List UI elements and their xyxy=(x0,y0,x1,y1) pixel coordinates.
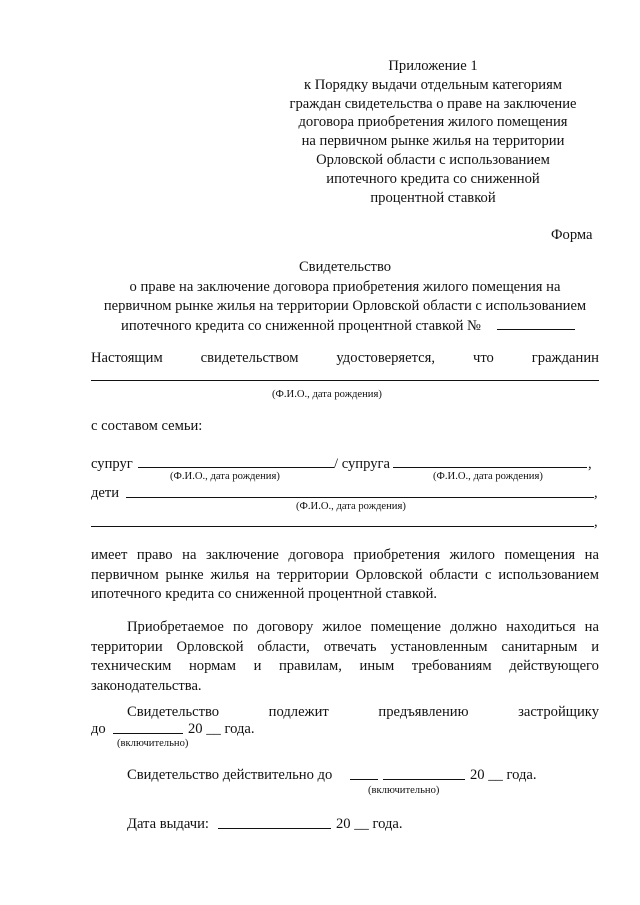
para-word: использованием xyxy=(498,566,599,583)
para-word: договора xyxy=(288,547,344,563)
para-word: и xyxy=(253,658,262,675)
children-hint: (Ф.И.О., дата рождения) xyxy=(296,501,406,512)
citizen-name-field[interactable] xyxy=(91,380,599,381)
para-word: Орловской xyxy=(176,638,244,655)
validity-month-field[interactable] xyxy=(383,779,465,780)
para-word: на xyxy=(584,619,599,635)
children-field[interactable] xyxy=(126,497,594,498)
para-word: предъявлению xyxy=(378,704,469,720)
para-word: области xyxy=(429,566,479,583)
para-word: нормам xyxy=(188,658,236,675)
certify-line xyxy=(91,349,599,369)
para-word: техническим xyxy=(91,658,172,675)
comma: , xyxy=(594,485,598,501)
para-word: с xyxy=(485,566,492,583)
presentation-line xyxy=(127,703,599,723)
certificate-number-field[interactable] xyxy=(497,329,575,330)
para-word: установленным xyxy=(390,638,488,655)
certify-word: гражданин xyxy=(531,350,599,366)
para-word: находиться xyxy=(506,619,576,635)
para-word: право xyxy=(136,547,173,563)
validity-day-field[interactable] xyxy=(350,779,378,780)
para-word: Приобретаемое xyxy=(127,619,224,635)
title-line: первичном рынке жилья на территории Орловской области с использованием xyxy=(103,298,587,314)
validity-year: 20 __ года. xyxy=(470,767,537,783)
para-word: имеет xyxy=(91,547,128,563)
appendix-line: граждан свидетельства о праве на заключение xyxy=(289,95,577,112)
presentation-hint: (включительно) xyxy=(117,738,189,749)
para-word: жилого xyxy=(449,547,495,563)
appendix-line: Приложение 1 xyxy=(388,58,478,74)
para-word: жилья xyxy=(210,566,250,583)
para-word: рынке xyxy=(165,566,204,583)
para-word: приобретения xyxy=(353,547,441,563)
para-word: и xyxy=(591,638,599,655)
para-line: ипотечного кредита со сниженной процентной ставкой. xyxy=(91,586,438,603)
spouse-f-hint: (Ф.И.О., дата рождения) xyxy=(433,471,543,482)
right-paragraph xyxy=(91,546,599,605)
children-label: дети xyxy=(91,485,120,501)
spouse-m-hint: (Ф.И.О., дата рождения) xyxy=(170,471,280,482)
certify-word: что xyxy=(472,350,494,366)
appendix-line: договора приобретения жилого помещения xyxy=(298,114,568,131)
para-word: договору xyxy=(257,619,314,635)
validity-hint: (включительно) xyxy=(368,785,440,796)
para-word: на xyxy=(255,566,271,583)
certify-word: удостоверяется, xyxy=(336,350,436,366)
comma: , xyxy=(588,456,592,472)
para-word: помещение xyxy=(370,619,441,635)
para-word: первичном xyxy=(91,566,159,583)
title-heading: Свидетельство xyxy=(298,259,392,275)
issue-date-field[interactable] xyxy=(218,828,331,829)
para-word: помещения xyxy=(504,547,576,563)
certificate-title xyxy=(60,258,630,336)
citizen-hint: (Ф.И.О., дата рождения) xyxy=(272,389,382,400)
para-word: территории xyxy=(91,638,163,655)
title-line: ипотечного кредита со сниженной процентной ставкой № xyxy=(121,317,481,334)
spouse-f-field[interactable] xyxy=(393,467,587,468)
appendix-line: к Порядку выдачи отдельным категориям xyxy=(303,76,563,93)
title-line: о праве на заключение договора приобретения жилого помещения на xyxy=(129,278,561,295)
issue-date-label: Дата выдачи: xyxy=(127,816,209,832)
presentation-year: 20 __ года. xyxy=(188,721,255,737)
para-word: иным xyxy=(359,658,395,675)
para-word: Свидетельство xyxy=(127,704,220,720)
para-word: должно xyxy=(450,619,498,635)
spouse-m-field[interactable] xyxy=(138,467,334,468)
comma: , xyxy=(594,514,598,530)
para-word: Орловской xyxy=(355,566,423,583)
para-line: законодательства. xyxy=(91,677,202,694)
requirements-paragraph xyxy=(91,618,599,696)
para-word: правилам, xyxy=(279,658,342,675)
appendix-header xyxy=(268,57,598,207)
para-word: застройщику xyxy=(518,704,599,720)
para-word: требованиям xyxy=(411,658,492,675)
para-word: на xyxy=(182,547,197,563)
certify-word: Настоящим xyxy=(91,350,163,366)
para-word: действующего xyxy=(509,658,599,675)
until-label: до xyxy=(91,721,106,737)
para-word: заключение xyxy=(205,547,279,563)
presentation-date-field[interactable] xyxy=(113,733,183,734)
para-word: на xyxy=(584,547,599,563)
appendix-line: процентной ставкой xyxy=(370,189,496,206)
title-line-number xyxy=(60,317,630,337)
spouse-f-label: / супруга xyxy=(334,456,390,472)
appendix-line: на первичном рынке жилья на территории xyxy=(301,133,565,150)
spouse-m-label: супруг xyxy=(91,456,133,472)
appendix-line: Орловской области с использованием xyxy=(316,151,550,168)
family-label: с составом семьи: xyxy=(91,418,203,434)
para-word: области, xyxy=(257,638,310,655)
para-word: отвечать xyxy=(323,638,377,655)
para-word: по xyxy=(232,619,249,635)
appendix-line: ипотечного кредита со сниженной xyxy=(326,170,540,187)
validity-label: Свидетельство действительно до xyxy=(127,767,333,783)
para-word: санитарным xyxy=(501,638,578,655)
form-label: Форма xyxy=(551,227,593,243)
certify-word: свидетельством xyxy=(200,350,299,366)
children-extra-field[interactable] xyxy=(91,526,594,527)
para-word: территории xyxy=(277,566,349,583)
issue-year: 20 __ года. xyxy=(336,816,403,832)
para-word: подлежит xyxy=(268,704,329,720)
para-word: жилое xyxy=(322,619,362,635)
